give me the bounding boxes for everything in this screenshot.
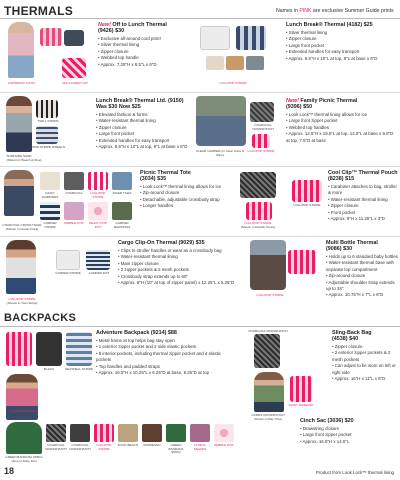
swatch-caption: LOLLIPOP STRIPE: [10, 409, 38, 413]
swatch-caption: TWILL STRIPE: [37, 119, 59, 123]
header-divider: [0, 18, 400, 19]
swatch-caption: CAMPER STRIPE: [55, 271, 81, 275]
product-multi-bottle: Multi Bottle Thermal (9086) $30 • Holds up to 6 standard baby bottles • Water-resistant thermal base with separate top compartment • Zip-around closure • Adjustable shoulder strap extends up to 34" • Approx. 10.75"H x 7"L x 6"D: [326, 240, 398, 299]
feature-list: • Drawstring closure • Large front zipper pocket • Approx. 16.5"H x 14.5"L: [300, 426, 398, 445]
swatch-caption: DAISY DIAMONDS: [41, 191, 59, 199]
swatch-caption: LOLLIPOP STRIPE: [293, 203, 321, 207]
feature-list: • Elevated fashion & forms • Water-resistant thermal lining • Zipper closure • Large front pocket • Extended handles for easy transport • Approx. 8.5"H x 10"L at top, 9"L at base x 6"D: [96, 112, 196, 150]
swatch-caption: LOLLIPOP STRIPE: [219, 81, 247, 85]
swatch-caption: GREEN BANDANA SPRIG (Also in Ruby Dot): [5, 455, 43, 463]
swatch-caption: BLACK: [43, 367, 55, 371]
section-divider: [0, 92, 400, 93]
product-photo: [36, 126, 58, 144]
pattern-swatch: [46, 424, 66, 442]
swatch-caption: LOLLIPOP STRIPE: [244, 221, 272, 225]
footer-note: Product from Look Lock™ thermal lining: [315, 470, 394, 475]
page-number: 18: [4, 466, 15, 476]
section-title-backpacks: BACKPACKS: [4, 312, 77, 324]
product-lunch-break-ltd: Lunch Break® Thermal Ltd. (9150) Was $30 Now $25 • Elevated fashion & forms • Water-resistant thermal lining • Zipper closure • Large front pocket • Extended handles for easy transport • Approx. 8.5"H x 10"L at top, 9"L at base x 6"D: [96, 98, 196, 150]
swatch-caption: LOLLIPOP STRIPE: [90, 191, 106, 199]
pattern-swatch: [190, 424, 210, 442]
swatch-caption: RIVER TILES: [112, 191, 132, 195]
swatch-caption: LOLLIPOP STRIPE: [8, 297, 36, 301]
feature-list: • Look Lock™ thermal lining allows for ice • Zip-around closure • Detachable, adjustable crossbody strap • Longer handles: [140, 184, 236, 210]
pattern-swatch: [94, 424, 114, 442]
product-photo: [240, 172, 276, 198]
product-photo: [250, 102, 274, 122]
product-photo: [36, 100, 58, 118]
swatch-caption: LOLLIPOP STRIPE: [96, 443, 112, 451]
product-photo: [86, 250, 110, 270]
model-photo: [196, 96, 246, 146]
swatch-caption: (Shown in Double Tones): [240, 225, 276, 229]
pattern-swatch: [206, 56, 224, 70]
swatch-caption: CHARCOAL CROSSHATCH: [252, 123, 274, 131]
swatch-caption: OFF FOWER CUT: [62, 81, 88, 85]
pattern-swatch: [226, 56, 244, 70]
swatch-caption: CARDS CROSSHATCH (Shown in Bay Tiles): [251, 413, 285, 421]
product-picnic-tote: Picnic Thermal Tote (3034) $35 • Look Lock™ thermal lining allows for ice • Zip-around closure • Detachable, adjustable crossbody strap • Longer handles: [140, 170, 236, 210]
swatch-caption: GREEN BANDANA SPRIG: [168, 443, 184, 455]
pattern-swatch: [70, 424, 90, 442]
swatch-caption: CAMPER MARKINGS: [113, 221, 131, 229]
swatch-caption: (Shown in Surfside): [10, 413, 38, 417]
swatch-caption: ESPRESSO DAISY: [8, 81, 36, 85]
product-photo: [246, 202, 272, 220]
pattern-swatch: [88, 172, 108, 190]
feature-list: • Exclusive all-around cord print! • Silver thermal lining • Zipper closure • Webbed top handle • Approx. 7.25"H x 8.5"L x 6"D: [98, 36, 198, 68]
swatch-caption: PEBBLE POP: [214, 443, 234, 447]
swatch-caption: CHARCOAL CROSSHATCH: [45, 443, 67, 451]
product-photo: [252, 134, 270, 148]
swatch-caption: PEBBLE POP: [64, 221, 84, 225]
product-cool-clip: Cool Clip™ Thermal Pouch (8238) $15 • Carabiner attaches to bag, stroller & more • Water-resistant thermal lining • Zipper closure • Front pocket • Approx. 8"H x 11.25"L x 3"D: [328, 170, 398, 222]
swatch-caption: (Pattern in Beach & Rise): [6, 158, 42, 162]
pattern-swatch: [142, 424, 162, 442]
product-family-picnic: New! Family Picnic Thermal (9396) $50 • Look Lock™ thermal lining allows for ice • Large front zipper pocket • Webbed top handles • Approx. 12.5"H x 18.5"L at top, 14.5"L at base x 9.5"D at top, 7.5"D at base: [286, 98, 398, 144]
header-note: Names in PINK are exclusive Summer Guide prints: [276, 8, 394, 14]
product-photo: [292, 180, 322, 202]
product-cinch-sac: Cinch Sac (3036) $20 • Drawstring closure • Large front zipper pocket • Approx. 16.5"H x 14.5"L: [300, 418, 398, 445]
model-photo: [250, 240, 286, 290]
pattern-swatch: [40, 202, 60, 220]
pattern-swatch: [64, 172, 84, 190]
feature-list: • Holds up to 6 standard baby bottles • Water-resistant thermal base with separate top compartment • Zip-around closure • Adjustable shoulder strap extends up to 34" • Approx. 10.75"H x 7"L x 6"D: [326, 254, 398, 299]
pattern-swatch: [88, 202, 108, 220]
swatch-caption: FLORAL SNAKES: [193, 443, 207, 451]
pattern-swatch: [64, 202, 84, 220]
swatch-caption: ESPRESSO: [143, 443, 161, 447]
product-photo: [200, 26, 230, 50]
swatch-caption: CAMPER DOT: [88, 271, 110, 275]
swatch-caption: CLEAR CAMPER (in Clear Cami & Wine): [196, 149, 244, 157]
product-off-to-lunch: New! Off to Lunch Thermal (9426) $30 • Exclusive all-around cord print! • Silver thermal lining • Zipper closure • Webbed top handle • Approx. 7.25"H x 8.5"L x 6"D: [98, 22, 198, 68]
swatch-caption: CAMPER STRIPE: [43, 221, 57, 229]
feature-list: • Zipper closure • 2 exterior zipper pockets & 2 mesh pockets • Can adjust to be worn on left or right side • Approx. 16"H x 11"L x 6"D: [332, 344, 398, 382]
model-photo: [4, 170, 34, 216]
product-photo: [254, 334, 280, 368]
section-divider: [0, 236, 400, 237]
product-photo: [64, 30, 84, 46]
pattern-swatch: [214, 424, 234, 442]
swatch-caption: DUCK BEACH: [117, 443, 139, 447]
feature-list: • Carabiner attaches to bag, stroller & more • Water-resistant thermal lining • Zipper closure • Front pocket • Approx. 8"H x 11.25"L x 3"D: [328, 184, 398, 222]
pattern-swatch: [246, 56, 264, 70]
swatch-caption: PEACH POP DOT: [88, 221, 108, 229]
feature-list: • Look Lock™ thermal lining allows for ice • Large front zipper pocket • Webbed top handles • Approx. 12.5"H x 18.5"L at top, 14.5"L at base x 9.5"D at top, 7.5"D at base: [286, 112, 398, 144]
product-photo: [36, 332, 62, 366]
model-photo: [6, 240, 36, 294]
feature-list: • Metal frame at top helps bag stay open • 1 exterior zipper pocket and 2 side elastic pockets • 8 interior pockets, including thermal zipper pocket and 4 elastic pockets • Top handles and padded straps • Approx. 16.5"H x 10.25"L x 6.25"D at base, 9.25"D at top: [96, 338, 236, 376]
model-photo: [6, 96, 32, 152]
model-photo: [254, 372, 284, 412]
product-photo: [236, 26, 266, 50]
product-photo: [66, 332, 92, 366]
product-cargo-clip: Cargo Clip-On Thermal (9029) $35 • Clips to stroller handles or wear as a crossbody bag • Water-resistant thermal lining • Main zipper closure • 2 zipper pockets & 2 mesh pockets • Crossbody strap extends up to 60" • Approx. 8"H (10" at top of zipper panel) x 12.25"L x 5.25"D: [118, 240, 238, 286]
pattern-swatch: [112, 172, 132, 190]
section-divider: [0, 166, 400, 167]
product-photo: [62, 58, 86, 78]
model-photo: [6, 422, 42, 454]
swatch-caption: SEASHELL STRIPE: [65, 367, 93, 371]
section-divider: [0, 326, 400, 327]
swatch-caption: (Shown in Twin Stripe): [6, 301, 38, 305]
product-photo: [290, 376, 312, 402]
swatch-caption: SURFSIDE SAND: [6, 154, 32, 158]
swatch-caption: CHARCOAL CROSSHATCH: [69, 443, 91, 451]
swatch-caption: DAISY DIAMOND: [288, 403, 314, 407]
swatch-caption: LOLLIPOP STRIPE: [256, 293, 284, 297]
product-photo: [40, 28, 62, 46]
feature-list: • Clips to stroller handles or wear as a crossbody bag • Water-resistant thermal lining • Main zipper closure • 2 zipper pockets & 2 mesh pockets • Crossbody strap extends up to 60" • Approx. 8"H (10" at top of zipper panel) x 12.25"L x 5.25"D: [118, 248, 238, 286]
product-photo: [6, 332, 32, 366]
product-sling-back: Sling-Back Bag (4538) $40 • Zipper closure • 2 exterior zipper pockets & 2 mesh pockets • Can adjust to be worn on left or right side • Approx. 16"H x 11"L x 6"D: [332, 330, 398, 382]
swatch-caption: CHARCOAL CROSSHATCH: [248, 329, 288, 333]
product-lunch-break: Lunch Break® Thermal (4182) $25 • Silver thermal lining • Zipper closure • Large front pocket • Extended handles for easy transport • Approx. 8.5"H x 10"L at top, 9"L at base x 6"D: [286, 22, 398, 62]
product-photo: [56, 250, 80, 270]
pattern-swatch: [166, 424, 186, 442]
swatch-caption: LOLLIPOP STRIPE: [247, 149, 275, 153]
swatch-caption: CHARCOAL CROSS HOUR (Shown in Ocean Flora): [2, 223, 42, 231]
product-adventure-backpack: Adventure Backpack (9214) $88 • Metal frame at top helps bag stay open • 1 exterior zipper pocket and 2 side elastic pockets • 8 interior pockets, including thermal zipper pocket and 4 elastic pockets • Top handles and padded straps • Approx. 16.5"H x 10.25"L x 6.25"D at base, 9.25"D at top: [96, 330, 236, 376]
pattern-swatch: [118, 424, 138, 442]
product-photo: [288, 250, 316, 274]
swatch-caption: TWIN STRIPE WHEELS: [31, 145, 65, 149]
pattern-swatch: [40, 172, 60, 190]
swatch-caption: CHARCOAL: [65, 191, 83, 195]
pattern-swatch: [112, 202, 132, 220]
page-title: THERMALS: [4, 4, 74, 18]
model-photo: [8, 22, 34, 78]
feature-list: • Silver thermal lining • Zipper closure • Large front pocket • Extended handles for easy transport • Approx. 8.5"H x 10"L at top, 9"L at base x 6"D: [286, 30, 398, 62]
